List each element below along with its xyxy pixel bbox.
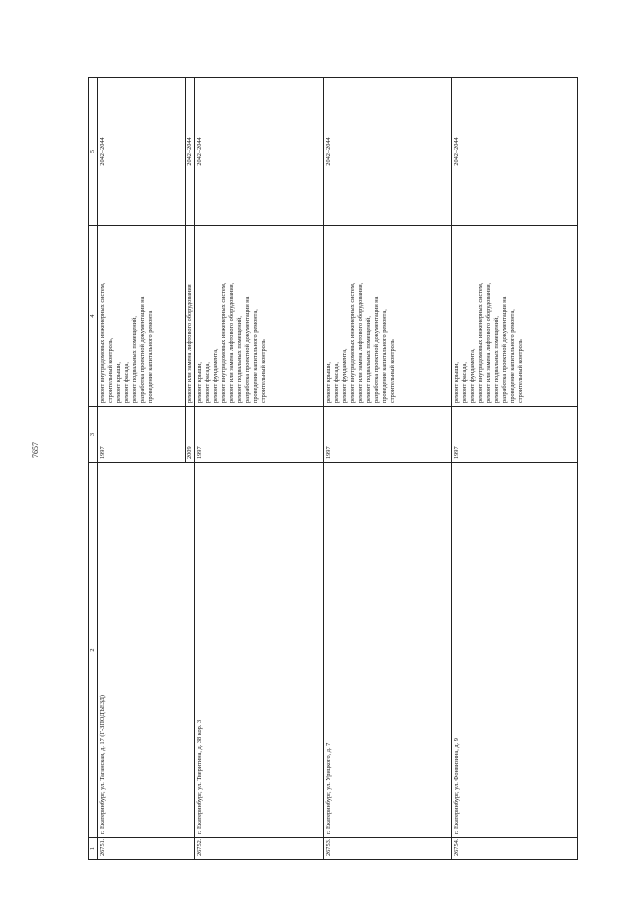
row-works: ремонт крыши, ремонт фасада, ремонт фундамента, ремонт внутридомовых инженерных систем, ремонт или замена лифтового оборудования, ремонт подвальных помещений, разработка проектной документации на проведение капитального ремонта, строительный контроль xyxy=(324,226,452,407)
row-address: г. Екатеринбург, ул. Тверитина, д. 38 кор. 3 xyxy=(195,463,324,838)
row-works: ремонт внутридомовых инженерных систем, строительный контроль, ремонт крыши, ремонт фасада, ремонт подвальных помещений, разработка проектной документации на проведение капитального ремонта xyxy=(98,226,186,407)
column-header-2: 2 xyxy=(89,463,98,838)
row-period: 2042–2044 xyxy=(324,78,452,226)
row-address: г. Екатеринбург, ул. Фонвизина, д. 9 xyxy=(452,463,578,838)
row-year: 1997 xyxy=(195,407,324,463)
row-number: 26752. xyxy=(195,838,324,860)
column-header-3: 3 xyxy=(89,407,98,463)
column-header-1: 1 xyxy=(89,838,98,860)
table-row xyxy=(452,78,578,860)
row-period: 2042–2044 xyxy=(195,78,324,226)
rotated-table-area xyxy=(88,78,578,860)
row-address: г. Екатеринбург, ул. Урицкого, д. 7 xyxy=(324,463,452,838)
page-number: 7657 xyxy=(31,442,40,458)
row-works: ремонт крыши, ремонт фасада, ремонт фундамента, ремонт внутридомовых инженерных систем, ремонт или замена лифтового оборудования, ремонт подвальных помещений, разработка проектной документации на проведение капитального ремонта, строительный контроль xyxy=(452,226,578,407)
row-address: г. Екатеринбург, ул. Таганская, д. 17 (Г-ЗПОДЪЕЗД) xyxy=(98,463,195,838)
row-year: 1997 xyxy=(324,407,452,463)
table-row xyxy=(324,78,452,860)
column-header-5: 5 xyxy=(89,78,98,226)
row-period: 2042–2044 xyxy=(452,78,578,226)
column-header-4: 4 xyxy=(89,226,98,407)
table-row xyxy=(195,78,324,860)
row-number: 26751. xyxy=(98,838,195,860)
row-period: 2042–2044 xyxy=(186,78,195,226)
row-period: 2042–2044 xyxy=(98,78,186,226)
repair-schedule-table-wrapper xyxy=(88,78,578,860)
column-number-row xyxy=(89,78,98,860)
row-number: 26753. xyxy=(324,838,452,860)
row-year: 1997 xyxy=(98,407,186,463)
row-works: ремонт крыши, ремонт фасада, ремонт фундамента, ремонт внутридомовых инженерных систем, ремонт или замена лифтового оборудования, ремонт подвальных помещений, разработка проектной документации на проведение капитального ремонта, строительный контроль xyxy=(195,226,324,407)
repair-schedule-table xyxy=(88,77,578,860)
row-year: 2009 xyxy=(186,407,195,463)
row-year: 1997 xyxy=(452,407,578,463)
row-works: ремонт или замена лифтового оборудования xyxy=(186,226,195,407)
row-number: 26754. xyxy=(452,838,578,860)
table-row xyxy=(98,78,186,860)
